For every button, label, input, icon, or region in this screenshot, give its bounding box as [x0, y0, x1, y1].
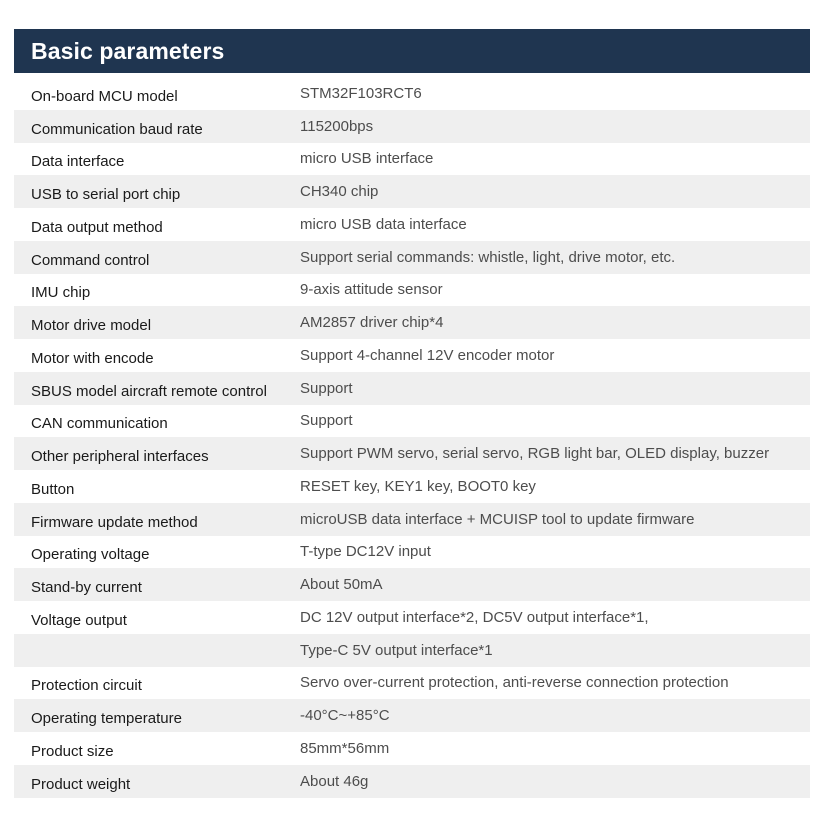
parameter-value: About 50mA	[300, 576, 383, 594]
parameter-label: Motor drive model	[31, 317, 152, 335]
parameter-label: Data interface	[31, 153, 125, 171]
parameter-label: Button	[31, 480, 75, 498]
table-row	[14, 437, 810, 470]
table-row	[14, 732, 810, 765]
parameter-label: Communication baud rate	[31, 120, 203, 138]
table-row	[14, 765, 810, 798]
parameter-value: -40°C~+85°C	[300, 707, 390, 725]
parameter-label: Firmware update method	[31, 513, 198, 531]
parameter-value: Support	[300, 379, 353, 397]
table-row	[14, 536, 810, 569]
parameters-table	[14, 29, 810, 798]
parameter-value: micro USB interface	[300, 150, 434, 168]
table-row	[14, 143, 810, 176]
parameter-value: micro USB data interface	[300, 215, 467, 233]
table-row	[14, 634, 810, 667]
parameter-value: microUSB data interface + MCUISP tool to update firmware	[300, 510, 695, 528]
parameter-value: Support PWM servo, serial servo, RGB light bar, OLED display, buzzer	[300, 445, 770, 463]
table-row	[14, 667, 810, 700]
table-row	[14, 208, 810, 241]
table-row	[14, 175, 810, 208]
parameter-label: Command control	[31, 251, 150, 269]
table-title: Basic parameters	[31, 37, 225, 64]
table-row	[14, 503, 810, 536]
parameter-label: Stand-by current	[31, 579, 142, 597]
table-row	[14, 470, 810, 503]
table-row	[14, 110, 810, 143]
parameter-value: Support 4-channel 12V encoder motor	[300, 346, 555, 364]
table-row	[14, 601, 810, 634]
table-row	[14, 372, 810, 405]
parameter-label: Operating voltage	[31, 546, 150, 564]
parameter-value: Support	[300, 412, 353, 430]
parameter-value: 85mm*56mm	[300, 739, 390, 757]
parameter-value: Support serial commands: whistle, light, drive motor, etc.	[300, 248, 676, 266]
table-row	[14, 274, 810, 307]
parameter-label: Other peripheral interfaces	[31, 448, 209, 466]
parameter-label: Voltage output	[31, 611, 127, 629]
parameter-label: Operating temperature	[31, 710, 182, 728]
table-row	[14, 77, 810, 110]
parameter-label: Product size	[31, 742, 114, 760]
parameter-value: AM2857 driver chip*4	[300, 314, 444, 332]
parameter-value: Servo over-current protection, anti-reverse connection protection	[300, 674, 729, 692]
table-row	[14, 568, 810, 601]
parameter-value: Type-C 5V output interface*1	[300, 641, 493, 659]
parameter-label: SBUS model aircraft remote control	[31, 382, 267, 400]
table-row	[14, 241, 810, 274]
parameter-label: USB to serial port chip	[31, 186, 181, 204]
table-body	[14, 77, 810, 798]
table-row	[14, 405, 810, 438]
parameter-value: CH340 chip	[300, 183, 379, 201]
table-header	[14, 29, 810, 73]
table-row	[14, 699, 810, 732]
parameter-value: RESET key, KEY1 key, BOOT0 key	[300, 477, 536, 495]
parameter-value: 115200bps	[300, 117, 374, 135]
parameter-label: IMU chip	[31, 284, 91, 302]
parameter-label: Data output method	[31, 218, 163, 236]
parameter-label: Motor with encode	[31, 349, 154, 367]
parameter-value: 9-axis attitude sensor	[300, 281, 443, 299]
parameter-label: Product weight	[31, 775, 131, 793]
parameter-label: CAN communication	[31, 415, 168, 433]
table-row	[14, 306, 810, 339]
parameter-label: Protection circuit	[31, 677, 142, 695]
parameter-value: DC 12V output interface*2, DC5V output interface*1,	[300, 608, 649, 626]
parameter-value: T-type DC12V input	[300, 543, 431, 561]
parameter-label: On-board MCU model	[31, 87, 178, 105]
parameter-value: STM32F103RCT6	[300, 84, 422, 102]
table-row	[14, 339, 810, 372]
parameter-value: About 46g	[300, 772, 369, 790]
